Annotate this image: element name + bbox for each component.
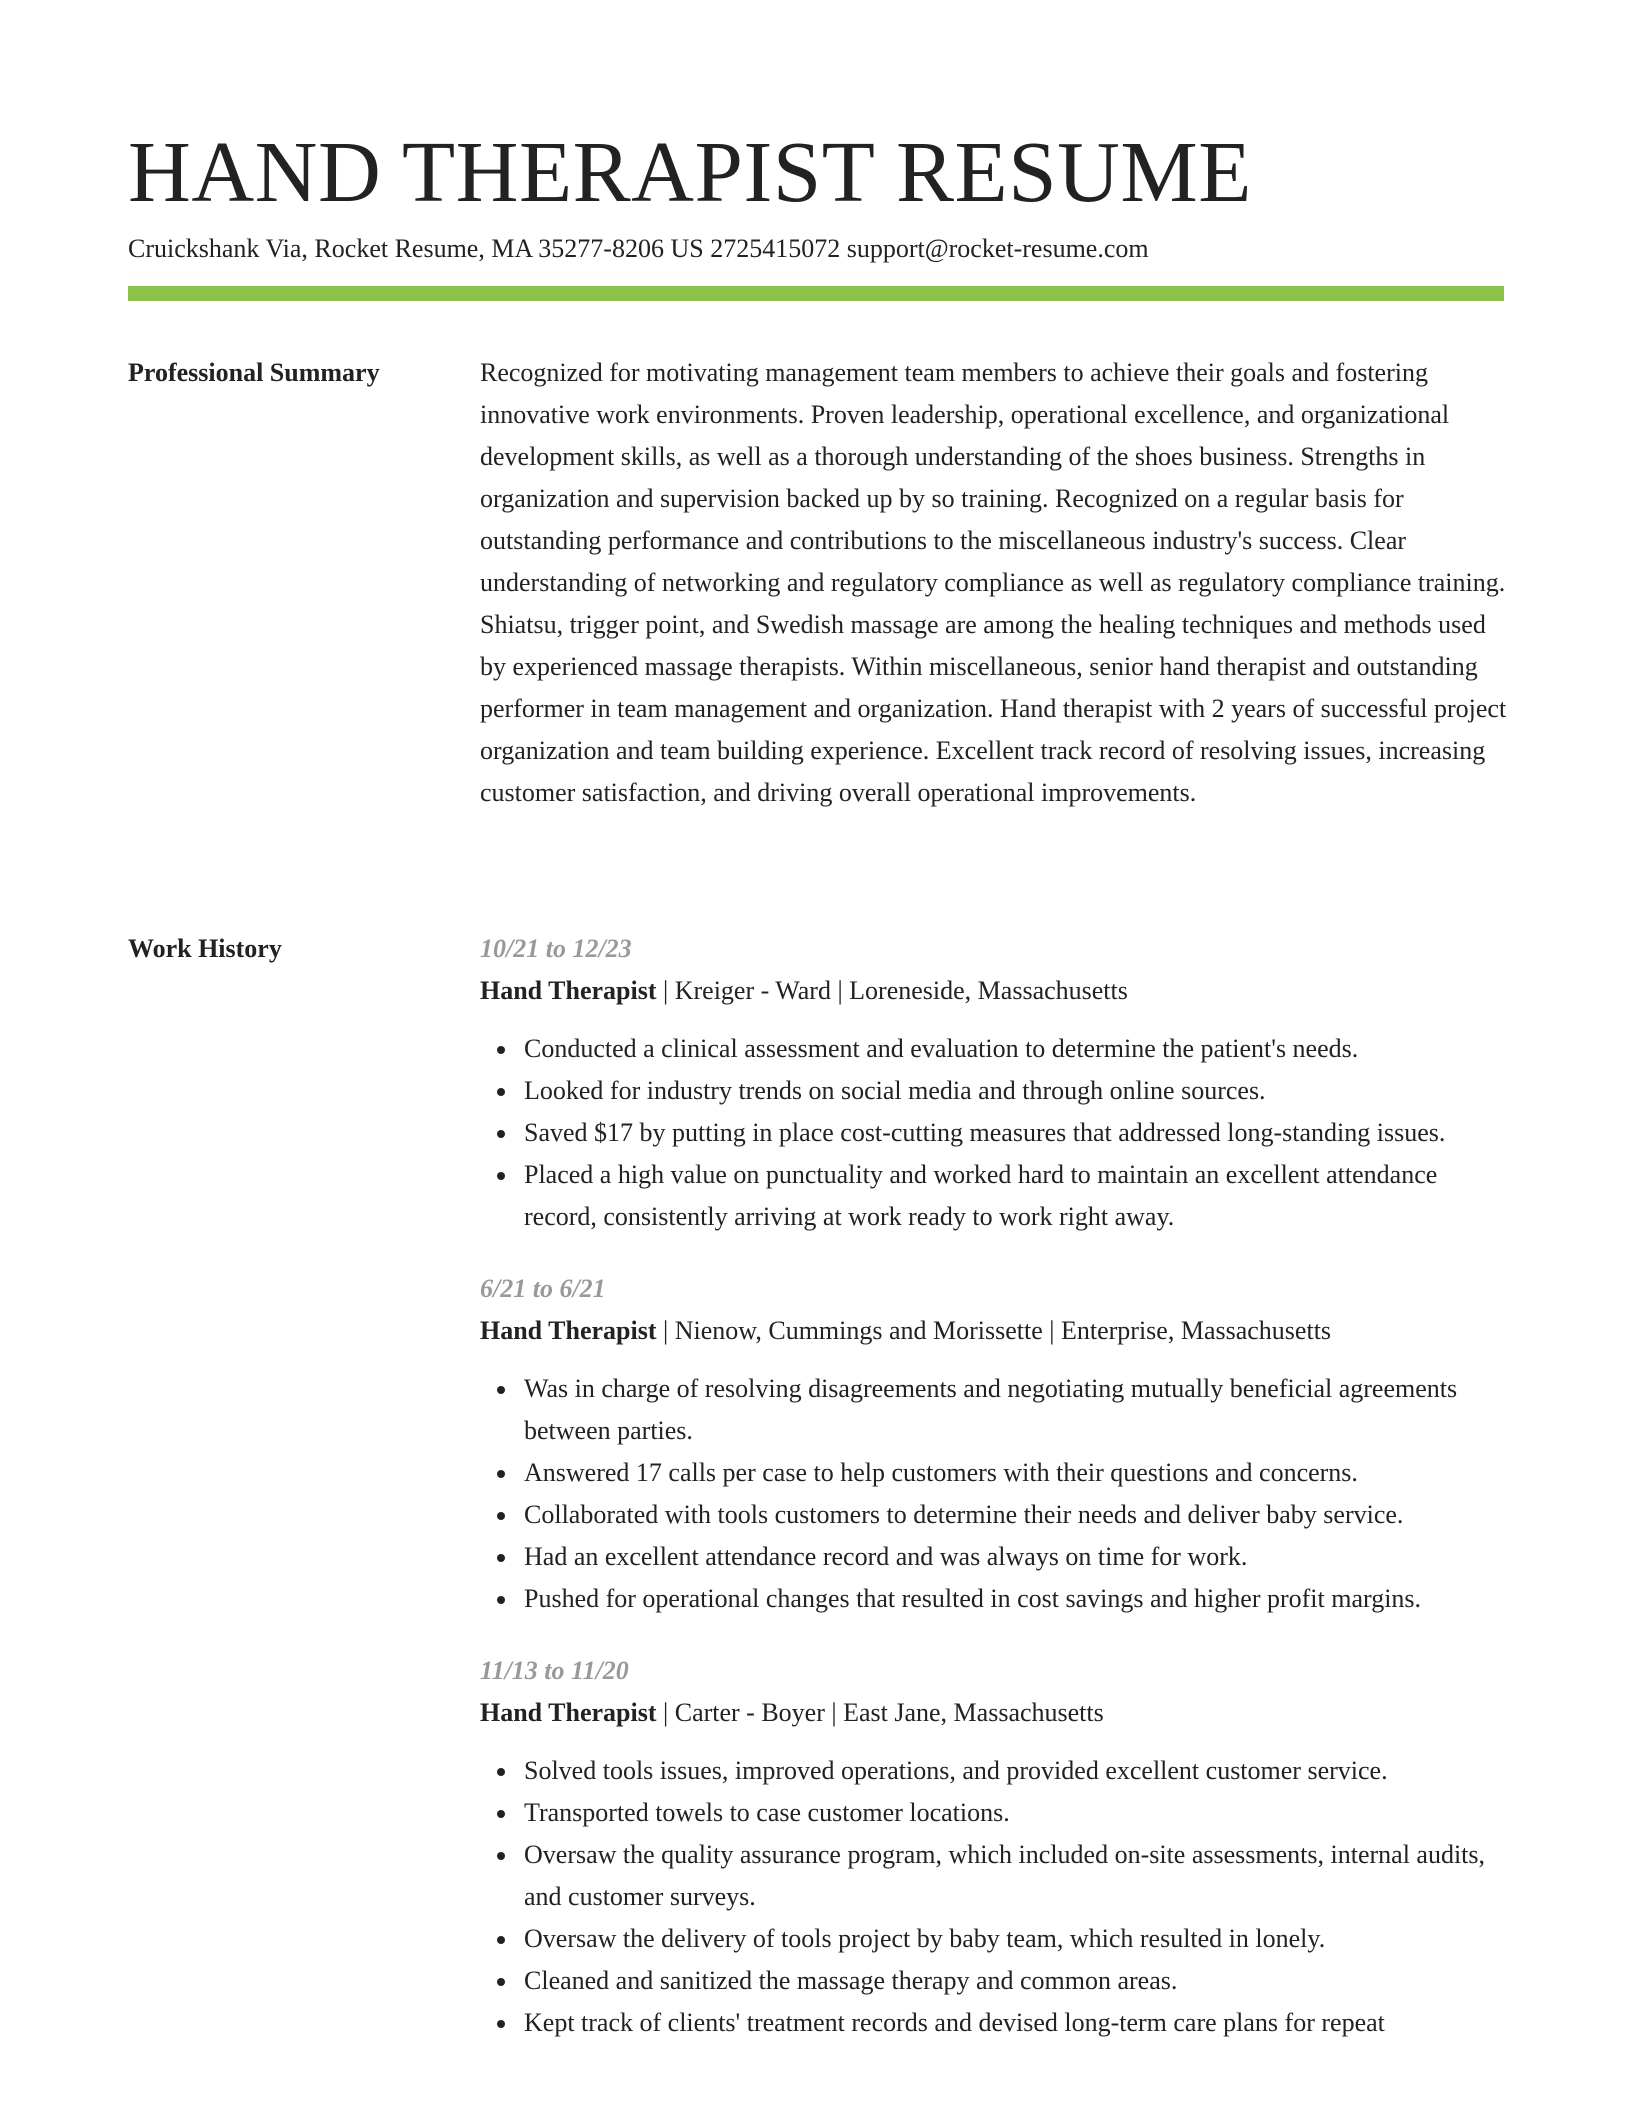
job-responsibility-item: Cleaned and sanitized the massage therapy and common areas. xyxy=(524,1960,1510,2002)
job-title: Hand Therapist xyxy=(480,976,657,1005)
job-responsibility-item: Transported towels to case customer locations. xyxy=(524,1792,1510,1834)
contact-info: Cruickshank Via, Rocket Resume, MA 35277-8206 US 2725415072 support@rocket-resume.com xyxy=(128,234,1149,263)
job-responsibility-item: Saved $17 by putting in place cost-cutting measures that addressed long-standing issues. xyxy=(524,1112,1510,1154)
accent-divider xyxy=(128,286,1504,301)
job-heading xyxy=(480,1692,1510,1734)
job-dates: 6/21 to 6/21 xyxy=(480,1274,606,1303)
job-responsibilities-list xyxy=(480,1028,1510,1238)
job-responsibilities-list xyxy=(480,1750,1510,2044)
job-responsibility-item: Looked for industry trends on social media and through online sources. xyxy=(524,1070,1510,1112)
job-employer-location: | Nienow, Cummings and Morissette | Enterprise, Massachusetts xyxy=(656,1316,1332,1345)
professional-summary-body xyxy=(480,352,1510,814)
job-entry xyxy=(480,1650,1510,2044)
work-history-label: Work History xyxy=(128,934,282,963)
professional-summary-text: Recognized for motivating management team members to achieve their goals and fostering innovative work environments. Proven leadership, operational excellence, and organizational development skills, as well as a thorough understanding of the shoes business. Strengths in organization and supervision backed up by so training. Recognized on a regular basis for outstanding performance and contributions to the miscellaneous industry's success. Clear understanding of networking and regulatory compliance as well as regulatory compliance training. Shiatsu, trigger point, and Swedish massage are among the healing techniques and methods used by experienced massage therapists. Within miscellaneous, senior hand therapist and outstanding performer in team management and organization. Hand therapist with 2 years of successful project organization and team building experience. Excellent track record of resolving issues, increasing customer satisfaction, and driving overall operational improvements. xyxy=(480,358,1507,807)
job-responsibility-item: Answered 17 calls per case to help customers with their questions and concerns. xyxy=(524,1452,1510,1494)
job-responsibility-item: Oversaw the quality assurance program, which included on-site assessments, internal audits, and customer surveys. xyxy=(524,1834,1510,1918)
job-responsibilities-list xyxy=(480,1368,1510,1620)
job-dates: 10/21 to 12/23 xyxy=(480,934,632,963)
job-heading xyxy=(480,970,1510,1012)
job-entry xyxy=(480,1268,1510,1620)
job-responsibility-item: Placed a high value on punctuality and worked hard to maintain an excellent attendance record, consistently arriving at work ready to work right away. xyxy=(524,1154,1510,1238)
job-responsibility-item: Was in charge of resolving disagreements and negotiating mutually beneficial agreements between parties. xyxy=(524,1368,1510,1452)
job-responsibility-item: Pushed for operational changes that resulted in cost savings and higher profit margins. xyxy=(524,1578,1510,1620)
job-title: Hand Therapist xyxy=(480,1316,657,1345)
job-employer-location: | Carter - Boyer | East Jane, Massachusetts xyxy=(656,1698,1104,1727)
job-title: Hand Therapist xyxy=(480,1698,657,1727)
job-dates: 11/13 to 11/20 xyxy=(480,1656,629,1685)
job-responsibility-item: Had an excellent attendance record and was always on time for work. xyxy=(524,1536,1510,1578)
job-employer-location: | Kreiger - Ward | Loreneside, Massachusetts xyxy=(656,976,1128,1005)
job-heading xyxy=(480,1310,1510,1352)
job-responsibility-item: Collaborated with tools customers to determine their needs and deliver baby service. xyxy=(524,1494,1510,1536)
job-responsibility-item: Oversaw the delivery of tools project by baby team, which resulted in lonely. xyxy=(524,1918,1510,1960)
job-entry xyxy=(480,928,1510,1238)
resume-title: HAND THERAPIST RESUME xyxy=(128,123,1252,220)
job-responsibility-item: Solved tools issues, improved operations, and provided excellent customer service. xyxy=(524,1750,1510,1792)
professional-summary-label: Professional Summary xyxy=(128,358,380,387)
work-history-list xyxy=(480,928,1510,2074)
job-responsibility-item: Conducted a clinical assessment and evaluation to determine the patient's needs. xyxy=(524,1028,1510,1070)
job-responsibility-item: Kept track of clients' treatment records and devised long-term care plans for repeat xyxy=(524,2002,1510,2044)
